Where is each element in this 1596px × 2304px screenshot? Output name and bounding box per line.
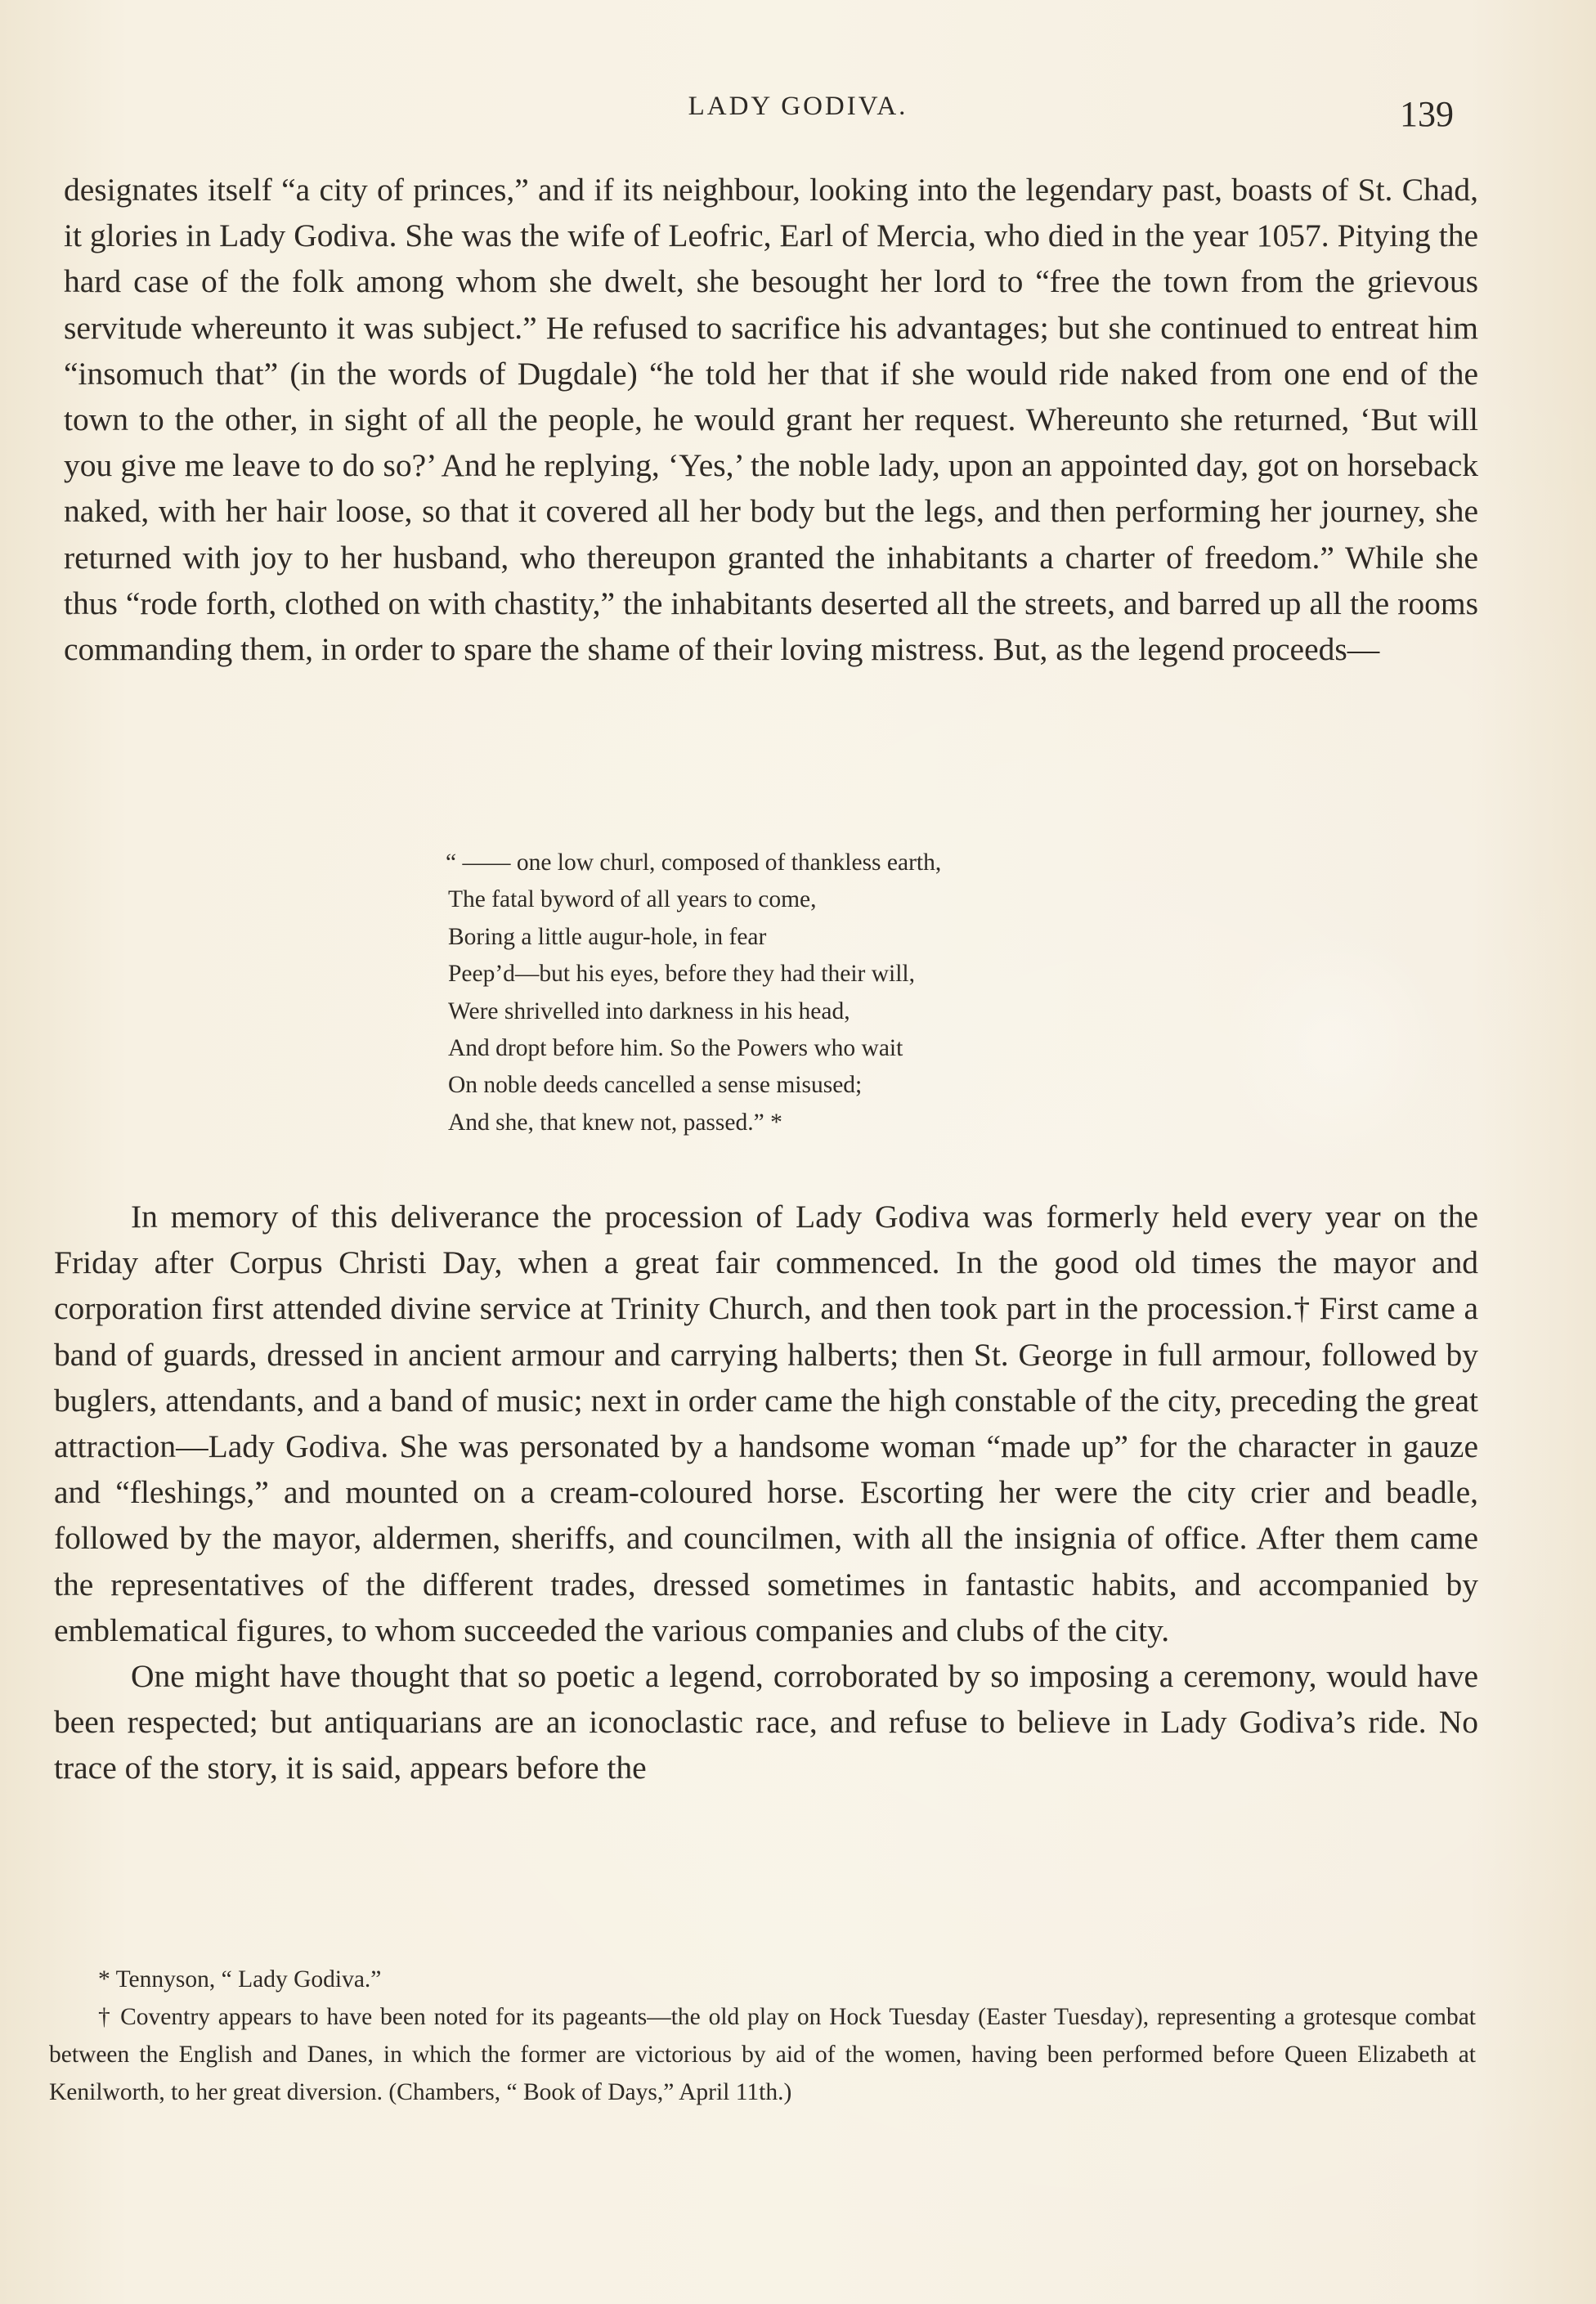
intro-paragraph: designates itself “a city of princes,” and if its neighbour, looking into the legendary past, boasts of St. Chad, it glories in Lady Godiva. She was the wife of Leofric, Earl of Mercia, who died in the year 1057. Pitying the hard case of the folk among whom she dwelt, she besought her lord to “free the town from the grievous servitude whereunto it was subject.” He refused to sacrifice his advantages; but she continued to entreat him “insomuch that” (in the words of Dugdale) “he told her that if she would ride naked from one end of the town to the other, in sight of all the people, he would grant her request. Whereunto she returned, ‘But will you give me leave to do so?’ And he replying, ‘Yes,’ the noble lady, upon an appointed day, got on horseback naked, with her hair loose, so that it covered all her body but the legs, and then performing her journey, she returned with joy to her husband, who thereupon granted the inhabitants a charter of freedom.” While she thus “rode forth, clothed on with chastity,” the inhabitants deserted all the streets, and barred up all the rooms commanding them, in order to spare the shame of their loving mistress. But, as the legend proceeds— — [64, 172, 1478, 668]
verse-line: Boring a little augur-hole, in fear — [448, 923, 767, 950]
verse-line: And dropt before him. So the Powers who wait — [448, 1035, 903, 1062]
legend-paragraph: One might have thought that so poetic a legend, corroborated by so imposing a ceremony, would have been respected; but antiquarians are an iconoclastic race, and refuse to believe in Lady Godiva’s ride. No trace of the story, it is said, appears before the — [54, 1658, 1478, 1786]
verse-line: The fatal byword of all years to come, — [448, 886, 817, 913]
paper-smudge — [1218, 924, 1447, 1169]
verse-line: Were shrivelled into darkness in his head, — [448, 997, 850, 1024]
running-head: LADY GODIVA. — [688, 92, 908, 121]
intro-paragraph-block — [64, 167, 1478, 672]
page-number: 139 — [1400, 94, 1454, 134]
verse-line: “ —— one low churl, composed of thankless earth, — [446, 849, 942, 876]
procession-paragraph: In memory of this deliverance the procession of Lady Godiva was formerly held every year on the Friday after Corpus Christi Day, when a great fair commenced. In the good old times the mayor and corporation first attended divine service at Trinity Church, and then took part in the procession.† First came a band of guards, dressed in ancient armour and carrying halberts; then St. George in full armour, followed by buglers, attendants, and a band of music; next in order came the high constable of the city, preceding the great attraction—Lady Godiva. She was personated by a handsome woman “made up” for the character in gauze and “fleshings,” and mounted on a cream-coloured horse. Escorting her were the city crier and beadle, followed by the mayor, aldermen, sheriffs, and councilmen, with all the insignia of office. After them came the representatives of the different trades, dressed sometimes in fantastic habits, and accompanied by emblematical figures, to whom succeeded the various companies and clubs of the city. — [54, 1199, 1478, 1648]
verse-quotation — [448, 845, 1184, 1141]
main-text-block — [54, 1194, 1478, 1791]
footnote-tennyson: * Tennyson, “ Lady Godiva.” — [98, 1966, 382, 1992]
footnote-coventry: † Coventry appears to have been noted for its pageants—the old play on Hock Tuesday (Easter Tuesday), representing a grotesque combat between the English and Danes, in which the former are victorious by aid of the women, having been performed before Queen Elizabeth at Kenilworth, to her great diversion. (Chambers, “ Book of Days,” April 11th.) — [49, 2004, 1476, 2105]
footnotes — [49, 1961, 1476, 2111]
verse-line: And she, that knew not, passed.” * — [448, 1109, 782, 1136]
verse-line: Peep’d—but his eyes, before they had their will, — [448, 961, 916, 988]
verse-line: On noble deeds cancelled a sense misused; — [448, 1072, 863, 1099]
